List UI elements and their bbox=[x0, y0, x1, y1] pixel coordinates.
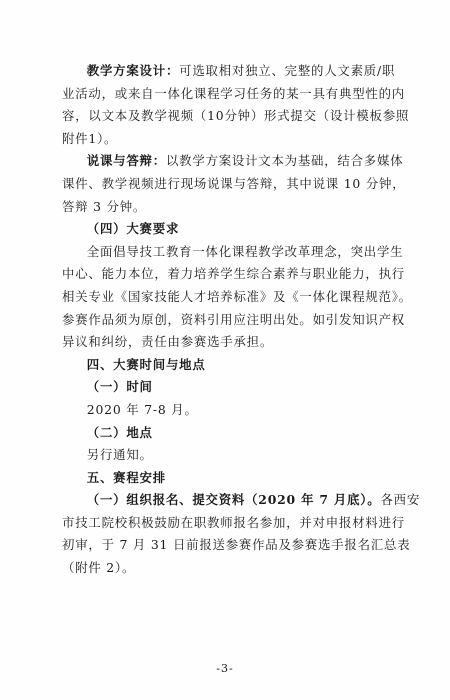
design-label: 教学方案设计： bbox=[86, 63, 180, 78]
defense-line-3: 答辩 3 分钟。 bbox=[62, 198, 147, 214]
document-body bbox=[62, 60, 421, 580]
defense-label: 说课与答辩： bbox=[86, 153, 166, 169]
section5-item1-line-4: （附件 2）。 bbox=[62, 560, 136, 576]
design-paragraph bbox=[62, 60, 410, 150]
section5-item1-first: 各西安 bbox=[380, 492, 421, 508]
design-line-1: 可选取相对独立、完整的人文素质/职 bbox=[179, 63, 396, 78]
defense-line-1: 以教学方案设计文本为基础，结合多媒体 bbox=[165, 153, 404, 169]
requirements-line-2: 中心、能力本位，着力培养学生综合素养与职业能力，执行 bbox=[62, 266, 405, 282]
section4-heading: 四、大赛时间与地点 bbox=[86, 356, 206, 372]
design-line-3: 容，以文本及教学视频（10分钟）形式提交（设计模板参照 bbox=[62, 108, 410, 124]
design-line-4: 附件1）。 bbox=[62, 130, 118, 146]
section5-item1-paragraph bbox=[62, 489, 421, 579]
section5-item1-line-3: 初审，于 7 月 31 日前报送参赛作品及参赛选手报名汇总表 bbox=[62, 537, 411, 553]
place-value: 另行通知。 bbox=[86, 447, 153, 463]
time-value: 2020 年 7-8 月。 bbox=[86, 401, 198, 417]
requirements-line-4: 参赛作品须为原创，资料引用应注明出处。如引发知识产权 bbox=[62, 311, 405, 327]
design-line-2: 业活动，或来自一体化课程学习任务的某一具有典型性的内 bbox=[62, 85, 405, 101]
requirements-paragraph bbox=[62, 241, 412, 354]
requirements-line-3: 相关专业《国家技能人才培养标准》及《一体化课程规范》。 bbox=[62, 288, 412, 304]
requirements-heading: （四）大赛要求 bbox=[86, 221, 180, 237]
page-number: -3- bbox=[216, 662, 234, 675]
place-heading: （二）地点 bbox=[86, 424, 153, 440]
defense-line-2: 课件、教学视频进行现场说课与答辩，其中说课 10 分钟， bbox=[62, 175, 406, 191]
requirements-line-1: 全面倡导技工教育一体化课程教学改革理念，突出学生 bbox=[86, 243, 404, 259]
section5-heading: 五、赛程安排 bbox=[86, 469, 166, 485]
time-heading: （一）时间 bbox=[86, 379, 153, 395]
section5-item1-label: （一）组织报名、提交资料（2020 年 7 月底）。 bbox=[86, 492, 381, 508]
requirements-line-5: 异议和纠纷，责任由参赛选手承担。 bbox=[62, 334, 274, 350]
section5-item1-line-2: 市技工院校积极鼓励在职教师报名参加，并对申报材料进行 bbox=[62, 514, 405, 530]
defense-paragraph bbox=[62, 150, 406, 218]
